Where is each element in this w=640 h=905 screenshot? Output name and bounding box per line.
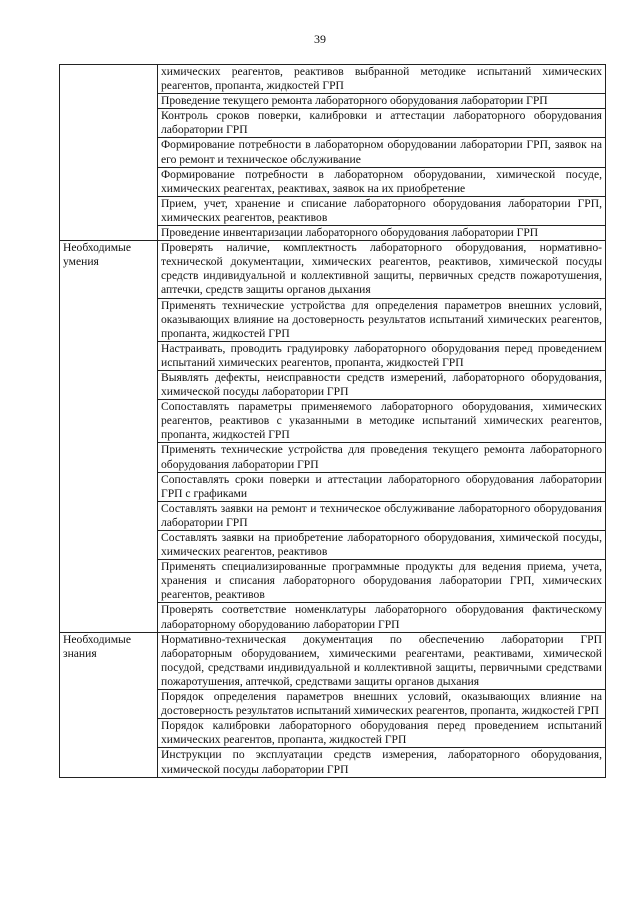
list-item: Проведение инвентаризации лабораторного оборудования лаборатории ГРП xyxy=(158,226,606,241)
list-item: Проверять соответствие номенклатуры лабораторного оборудования фактическому лабораторному оборудованию лаборатории ГРП xyxy=(158,603,606,632)
page-number: 39 xyxy=(314,32,326,46)
list-item: Порядок определения параметров внешних условий, оказывающих влияние на достоверность результатов испытаний химических реагентов, пропанта, жидкостей ГРП xyxy=(158,690,606,719)
section-label: Необходимые умения xyxy=(60,241,158,633)
list-item: Инструкции по эксплуатации средств измерения, лабораторного оборудования, химической посуды лаборатории ГРП xyxy=(158,748,606,777)
list-item: Настраивать, проводить градуировку лабораторного оборудования перед проведением испытаний химических реагентов, пропанта, жидкостей ГРП xyxy=(158,341,606,370)
section-label xyxy=(60,65,158,241)
list-item: Проведение текущего ремонта лабораторного оборудования лаборатории ГРП xyxy=(158,94,606,109)
requirements-table-body xyxy=(60,65,606,778)
requirements-table xyxy=(59,64,606,778)
list-item: Применять специализированные программные продукты для ведения приема, учета, хранения и списания лабораторного оборудования лаборатории ГРП, химических реагентов, реактивов xyxy=(158,560,606,603)
list-item: Применять технические устройства для определения параметров внешних условий, оказывающих влияние на достоверность результатов испытаний химических реагентов, пропанта, жидкостей ГРП xyxy=(158,298,606,341)
list-item: Контроль сроков поверки, калибровки и аттестации лабораторного оборудования лаборатории ГРП xyxy=(158,109,606,138)
table-row xyxy=(60,65,606,94)
list-item: Составлять заявки на ремонт и техническое обслуживание лабораторного оборудования лаборатории ГРП xyxy=(158,501,606,530)
list-item: Формирование потребности в лабораторном оборудовании, химической посуде, химических реагентах, реактивах, заявок на их приобретение xyxy=(158,167,606,196)
list-item: Прием, учет, хранение и списание лабораторного оборудования лаборатории ГРП, химических реагентов, реактивов xyxy=(158,196,606,225)
list-item: химических реагентов, реактивов выбранной методике испытаний химических реагентов, пропанта, жидкостей ГРП xyxy=(158,65,606,94)
list-item: Формирование потребности в лабораторном оборудовании лаборатории ГРП, заявок на его ремонт и техническое обслуживание xyxy=(158,138,606,167)
table-row xyxy=(60,632,606,689)
section-label: Необходимые знания xyxy=(60,632,158,777)
list-item: Проверять наличие, комплектность лабораторного оборудования, нормативно-технической документации, химических реагентов, реактивов, химической посуды средств индивидуальной и коллективной защиты, первичных средств пожаротушения, аптечки, средств защиты органов дыхания xyxy=(158,241,606,298)
list-item: Выявлять дефекты, неисправности средств измерений, лабораторного оборудования, химической посуды лаборатории ГРП xyxy=(158,370,606,399)
list-item: Порядок калибровки лабораторного оборудования перед проведением испытаний химических реагентов, пропанта, жидкостей ГРП xyxy=(158,719,606,748)
table-row xyxy=(60,241,606,298)
list-item: Применять технические устройства для проведения текущего ремонта лабораторного оборудования лаборатории ГРП xyxy=(158,443,606,472)
list-item: Сопоставлять сроки поверки и аттестации лабораторного оборудования лаборатории ГРП с графиками xyxy=(158,472,606,501)
list-item: Нормативно-техническая документация по обеспечению лаборатории ГРП лабораторным оборудованием, химическими реагентами, реактивами, химической посудой, средствами индивидуальной и коллективной защиты, первичными средствами пожаротушения, аптечкой, средствами защиты органов дыхания xyxy=(158,632,606,689)
list-item: Составлять заявки на приобретение лабораторного оборудования, химической посуды, химических реагентов, реактивов xyxy=(158,531,606,560)
list-item: Сопоставлять параметры применяемого лабораторного оборудования, химических реагентов, реактивов с указанными в методике испытаний химических реагентов, пропанта, жидкостей ГРП xyxy=(158,400,606,443)
